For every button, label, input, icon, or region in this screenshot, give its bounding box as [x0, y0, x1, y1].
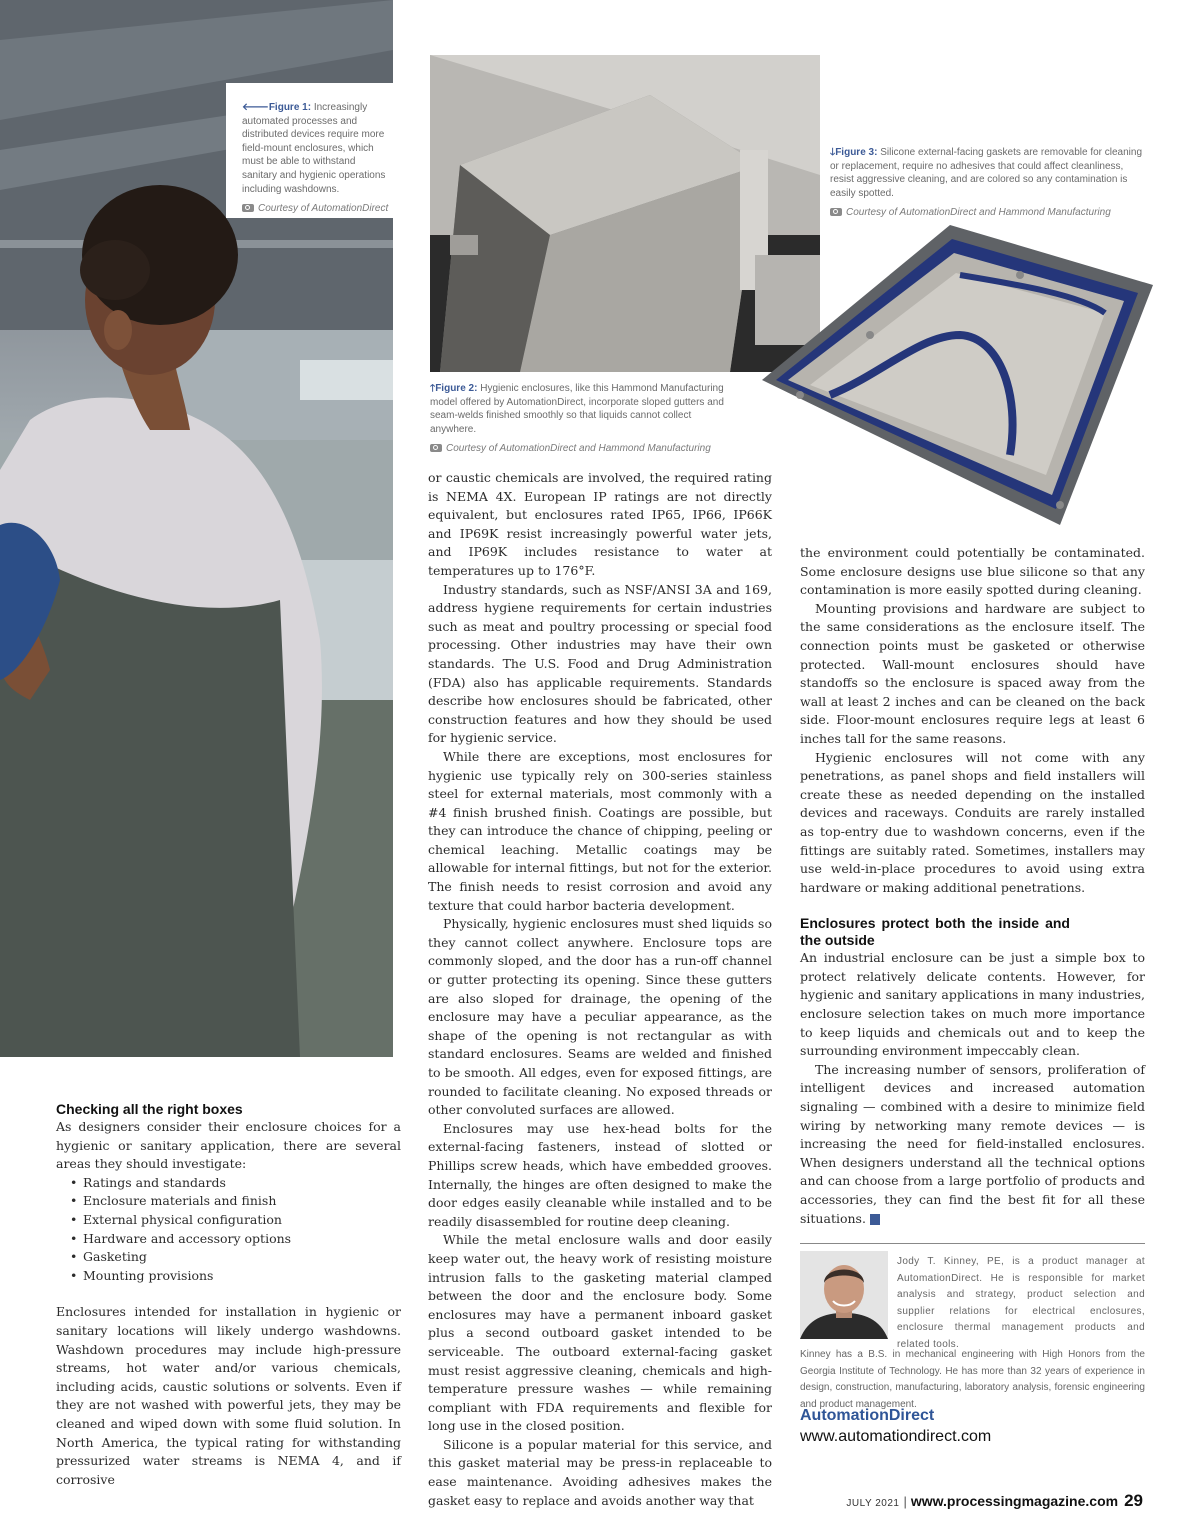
figure-3-credit-text: Courtesy of AutomationDirect and Hammond Manufacturing	[846, 207, 1111, 219]
figure-2-label: Figure 2:	[435, 383, 478, 394]
paragraph: Mounting provisions and hardware are subject to the same considerations as the enclosure itself. The connection points must be gasketed or otherwise protected. Wall-mount enclosures should have standoffs so the enclosure is spaced away from the wall at least 2 inches and can be cleaned on the back side. Floor-mount enclosures require legs at least 6 inches tall for the same reasons.	[800, 600, 1145, 746]
paragraph-text: The increasing number of sensors, proliferation of intelligent devices and increased automation signaling — combined with a desire to minimize field wiring by networking many remote devices — is increasing the need for field-installed enclosures. When designers understand all the technical options and can choose from a large portfolio of products and accessories, they can find the best fit for all these situations.	[800, 1061, 1145, 1226]
arrow-up-icon: 🡑	[430, 383, 436, 394]
paragraph: Hygienic enclosures will not come with any penetrations, as panel shops and field installers will create these as needed depending on the installed devices and raceways. Conduits are rarely installed as top-entry due to washdown concerns, even if the fittings are suitably rated. Sometimes, installers may use weld-in-place procedures to avoid using extra hardware or making additional penetrations.	[800, 749, 1145, 895]
list-item: • Enclosure materials and finish	[70, 1192, 401, 1211]
figure-1-credit-text: Courtesy of AutomationDirect	[258, 203, 389, 215]
figure-2-caption	[430, 382, 735, 455]
figure-1-credit	[242, 202, 393, 215]
author-photo	[800, 1251, 888, 1339]
left-column	[56, 1101, 401, 1489]
company-name: AutomationDirect	[800, 1407, 935, 1424]
figure-2-credit	[430, 442, 735, 455]
figure-2-text: Hygienic enclosures, like this Hammond Manufacturing model offered by AutomationDirect, incorporate sloped gutters and seam-welds finished smoothly so that liquids cannot collect anywhere.	[430, 383, 724, 435]
paragraph: or caustic chemicals are involved, the required rating is NEMA 4X. European IP ratings are not directly equivalent, but enclosures rated IP65, IP66, IP66K and IP69K resist increasingly powerful water jets, and IP69K includes resistance to water at temperatures up to 176°F.	[428, 470, 772, 578]
figure-1-label: Figure 1:	[268, 102, 312, 113]
end-mark-icon: I	[870, 1214, 880, 1225]
list-item: • Gasketing	[70, 1248, 401, 1267]
company-url-link[interactable]: www.automationdirect.com	[800, 1428, 992, 1445]
figure-1-text: Increasingly automated processes and distributed devices require more field-mount enclosures, which must be able to withstand sanitary and hygienic operations including washdowns.	[242, 102, 386, 195]
paragraph: Enclosures may use hex-head bolts for the external-facing fasteners, instead of slotted or Phillips screw heads, which have embedded grooves. Internally, the hinges are often designed to make the door edges easily cleanable while installed and to be readily disassembled for routine deep cleaning.	[428, 1120, 772, 1229]
footer-separator: |	[903, 1494, 907, 1509]
arrow-left-icon: 🡐	[242, 102, 269, 113]
figure-3-text: Silicone external-facing gaskets are removable for cleaning or replacement, require no adhesives that could affect cleanliness, resist aggressive cleaning, and are colored so any contamination is easily spotted.	[830, 147, 1143, 199]
section-heading-checking: Checking all the right boxes	[56, 1101, 243, 1117]
author-bio-detail: Kinney has a B.S. in mechanical engineering with High Honors from the Georgia Institute of Technology. He has more than 32 years of experience in design, construction, manufacturing, laboratory analysis, forensic engineering and product management.	[800, 1349, 1145, 1410]
camera-icon	[242, 204, 254, 212]
section-heading-enclosures: Enclosures protect both the inside and the outside	[800, 915, 1070, 949]
arrow-down-icon: 🡓	[830, 147, 836, 158]
gasket-photo	[760, 225, 1155, 525]
figure-3-credit	[830, 206, 1145, 219]
author-bio-intro: Jody T. Kinney, PE, is a product manager at AutomationDirect. He is responsible for market analysis and strategy, product selection and supplier relations for electrical enclosures, enclosure thermal management products and related tools.	[897, 1256, 1145, 1350]
list-item: • External physical configuration	[70, 1211, 401, 1230]
paragraph: An industrial enclosure can be just a simple box to protect relatively delicate contents. However, for hygienic and sanitary applications in many industries, enclosure selection takes on much more importance to keep liquids and chemicals out and to keep the surrounding environment impeccably clean.	[800, 950, 1145, 1059]
list-item: • Mounting provisions	[70, 1267, 401, 1286]
figure-1-caption	[226, 83, 393, 218]
figure-3-label: Figure 3:	[835, 147, 878, 158]
page-number: 29	[1124, 1491, 1143, 1510]
page-footer	[846, 1491, 1143, 1511]
bullet-list	[56, 1174, 401, 1286]
camera-icon	[830, 208, 842, 216]
middle-column	[428, 469, 772, 1510]
paragraph: the environment could potentially be contaminated. Some enclosure designs use blue silicone so that any contamination is more easily spotted during cleaning.	[800, 545, 1145, 598]
bio-divider	[800, 1243, 1145, 1244]
paragraph: Enclosures intended for installation in hygienic or sanitary locations will likely undergo washdowns. Washdown procedures may include high-pressure streams, hot water and/or various chemicals, including acids, caustic solutions or solvents. Even if they are not washed with powerful jets, they may be cleaned and wiped down with some fluid solution. In North America, the typical rating for withstanding pressurized water streams is NEMA 4, and if corrosive	[56, 1304, 401, 1487]
paragraph: While there are exceptions, most enclosures for hygienic use typically rely on 300-series stainless steel for external materials, most commonly with a #4 finish brushed finish. Coatings are possible, but they can introduce the chance of chipping, peeling or chemical leaching. Metallic coatings may be allowable for internal fittings, but not for the exterior. The finish needs to resist corrosion and avoid any texture that could harbor bacteria development.	[428, 748, 772, 913]
magazine-url-link[interactable]: www.processingmagazine.com	[910, 1493, 1119, 1509]
camera-icon	[430, 444, 442, 452]
paragraph: Silicone is a popular material for this service, and this gasket material may be press-in replaceable to ease maintenance. Avoiding adhesives makes the gasket easy to replace and avoids another way that	[428, 1436, 772, 1508]
issue-date: JULY 2021	[846, 1498, 900, 1509]
paragraph: While the metal enclosure walls and door easily keep water out, the heavy work of resisting moisture intrusion falls to the gasketing material clamped between the door and the enclosure body. Some enclosures may have a permanent inboard gasket plus a second outboard gasket intended to be serviceable. The outboard external-facing gasket must resist aggressive cleaning, chemicals and high-temperature pressure washes — while remaining compliant with FDA requirements and flexible for long use in the closed position.	[428, 1232, 772, 1434]
paragraph: As designers consider their enclosure choices for a hygienic or sanitary application, there are several areas they should investigate:	[56, 1119, 401, 1172]
paragraph	[800, 1061, 1145, 1228]
right-column	[800, 544, 1145, 1228]
paragraph: Industry standards, such as NSF/ANSI 3A and 169, address hygiene requirements for certain industries such as meat and poultry processing or special food processing. Other industries may have their own standards. The U.S. Food and Drug Administration (FDA) also has applicable requirements. Standards describe how enclosures should be fabricated, other construction features and how they should be used for hygienic service.	[428, 581, 772, 746]
figure-3-caption	[830, 146, 1145, 219]
list-item: • Ratings and standards	[70, 1174, 401, 1193]
list-item: • Hardware and accessory options	[70, 1230, 401, 1249]
figure-2-credit-text: Courtesy of AutomationDirect and Hammond Manufacturing	[446, 443, 711, 455]
paragraph: Physically, hygienic enclosures must shed liquids so they cannot collect anywhere. Enclosure tops are commonly sloped, and the door has a run-off channel or gutter protecting its opening. Since these gutters are also sloped for drainage, the opening of the enclosure may have a peculiar appearance, as the shape of the opening is not rectangular as with standard enclosures. Seams are welded and finished to be smooth. All edges, even for exposed fittings, are rounded to facilitate cleaning. No exposed threads or other convoluted surfaces are allowed.	[428, 916, 772, 1118]
